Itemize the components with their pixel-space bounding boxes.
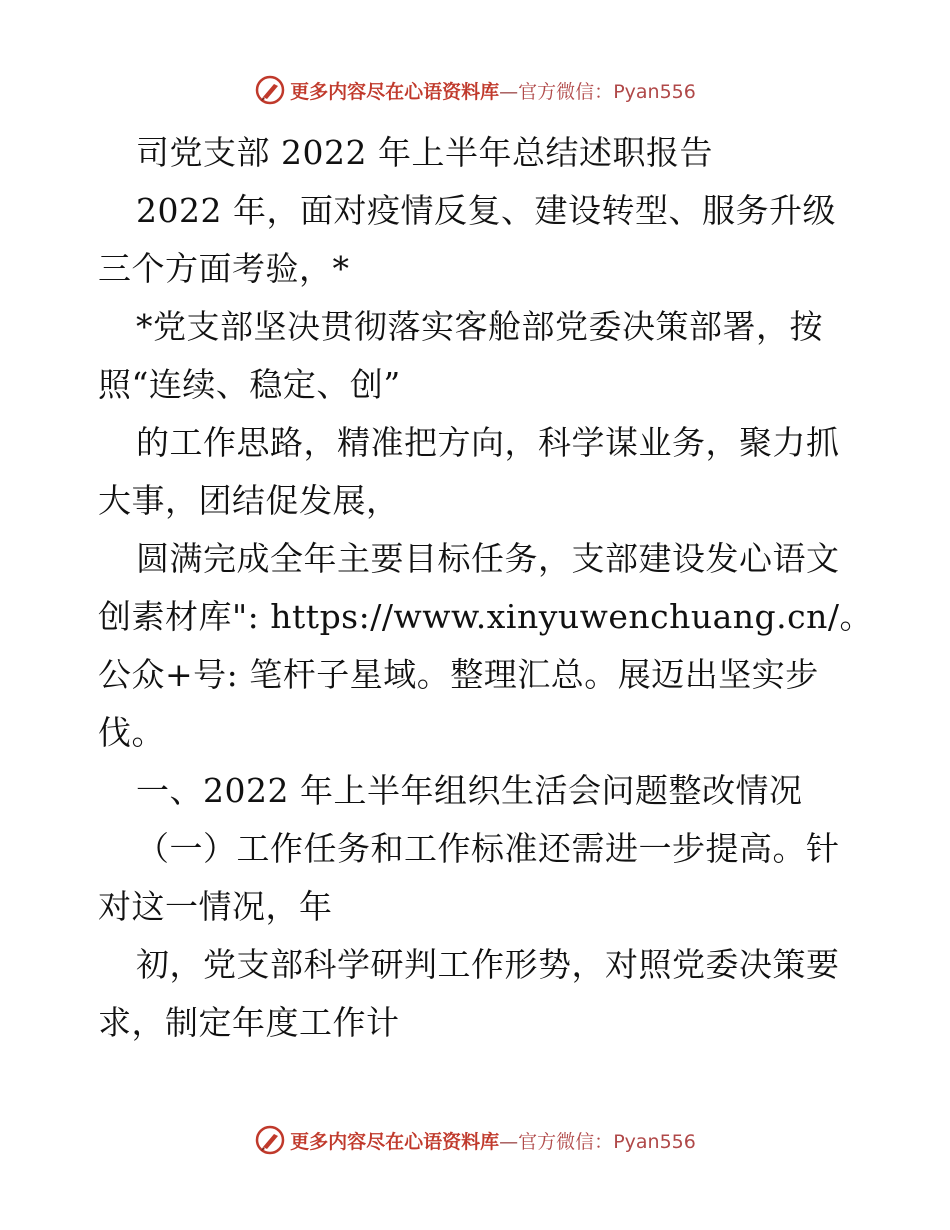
- header-watermark: [0, 70, 950, 110]
- section-heading: 一、2022 年上半年组织生活会问题整改情况: [136, 771, 803, 810]
- pen-nib-logo-icon: [254, 1124, 286, 1156]
- watermark-wechat-id: Pyan556: [613, 1130, 696, 1153]
- paragraph-line: 伐。: [98, 713, 165, 752]
- paragraph-line: 的工作思路，精准把方向，科学谋业务，聚力抓: [136, 423, 840, 462]
- pen-nib-logo-icon: [254, 74, 286, 106]
- paragraph-line: *党支部坚决贯彻落实客舱部党委决策部署，按: [136, 307, 823, 346]
- paragraph-line: 照“连续、稳定、创”: [98, 365, 401, 404]
- paragraph-line: 大事，团结促发展，: [98, 481, 400, 520]
- paragraph-line: （一）工作任务和工作标准还需进一步提高。针: [136, 829, 840, 868]
- paragraph-line: 公众+号: 笔杆子星域。整理汇总。展迈出坚实步: [98, 655, 819, 694]
- document-title: 司党支部 2022 年上半年总结述职报告: [136, 133, 713, 172]
- paragraph-line: 对这一情况，年: [98, 887, 333, 926]
- watermark-wechat-id: Pyan556: [613, 80, 696, 103]
- watermark-wechat-label: 官方微信：: [518, 80, 614, 103]
- watermark-dash: —: [499, 1130, 519, 1153]
- footer-watermark: [0, 1120, 950, 1160]
- paragraph-line: 创素材库": https://www.xinyuwenchuang.cn/。: [98, 597, 874, 636]
- paragraph-line: 圆满完成全年主要目标任务，支部建设发心语文: [136, 539, 840, 578]
- watermark-wechat-label: 官方微信：: [518, 1130, 614, 1153]
- watermark-text: [290, 1127, 696, 1154]
- document-body: [98, 124, 874, 1052]
- paragraph-line: 求，制定年度工作计: [98, 1003, 400, 1042]
- watermark-dash: —: [499, 80, 519, 103]
- watermark-text: [290, 77, 696, 104]
- paragraph-line: 2022 年，面对疫情反复、建设转型、服务升级: [136, 191, 836, 230]
- paragraph-line: 初，党支部科学研判工作形势，对照党委决策要: [136, 945, 840, 984]
- paragraph-line: 三个方面考验，*: [98, 249, 350, 288]
- watermark-site-name: 更多内容尽在心语资料库: [290, 1130, 500, 1153]
- watermark-site-name: 更多内容尽在心语资料库: [290, 80, 500, 103]
